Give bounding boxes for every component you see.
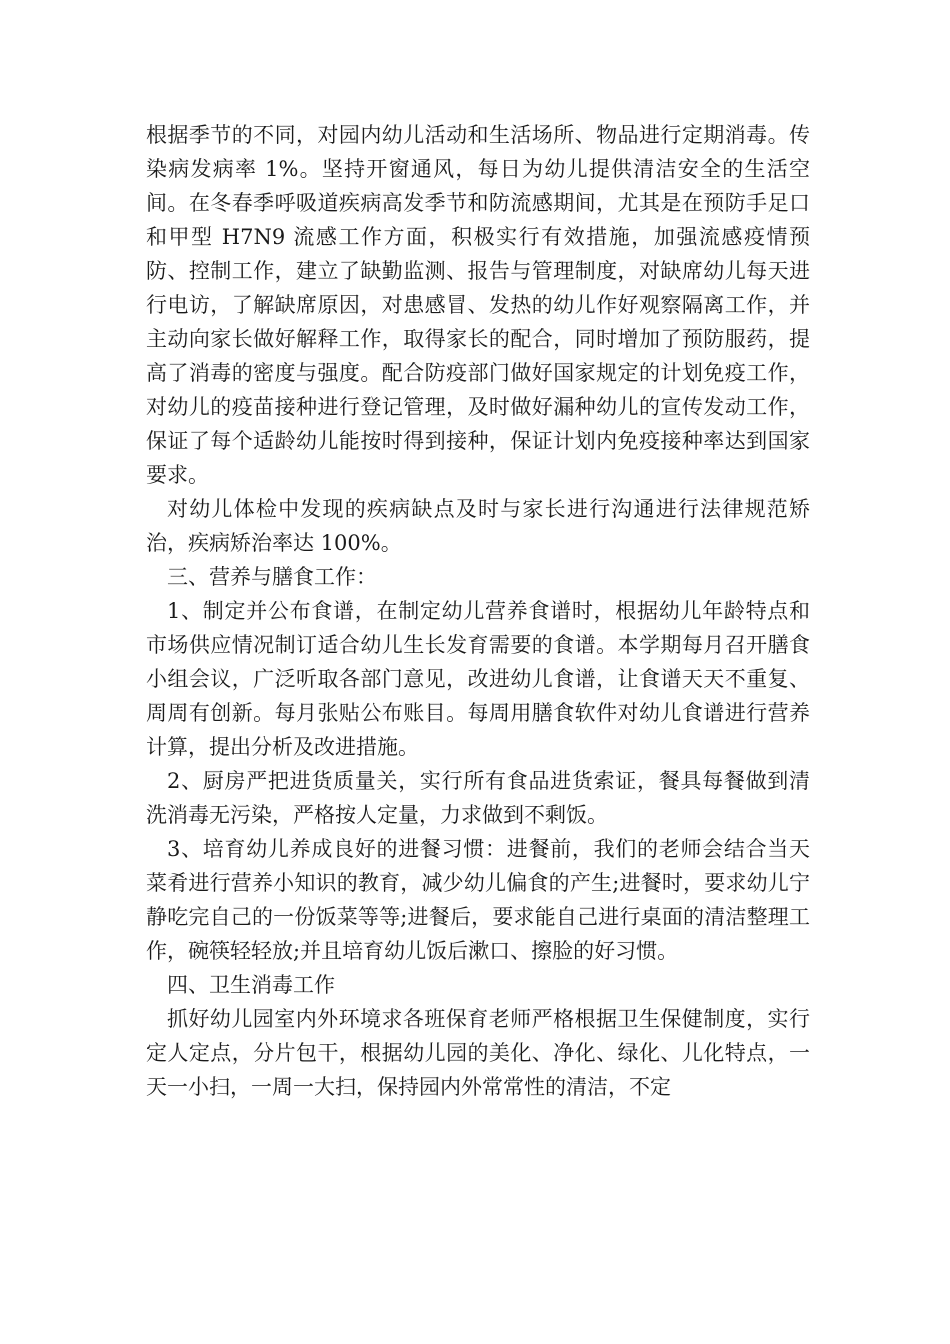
document-body — [146, 118, 810, 1104]
paragraph-environment: 抓好幼儿园室内外环境求各班保育老师严格根据卫生保健制度，实行定人定点，分片包干，根据幼儿园的美化、净化、绿化、儿化特点，一天一小扫，一周一大扫，保持园内外常常性的清洁，不定 — [146, 1007, 810, 1099]
section-heading-hygiene: 四、卫生消毒工作 — [167, 973, 335, 997]
paragraph-eating-habits: 3、培育幼儿养成良好的进餐习惯：进餐前，我们的老师会结合当天菜肴进行营养小知识的教育，减少幼儿偏食的产生;进餐时，要求幼儿宁静吃完自己的一份饭菜等等;进餐后，要求能自己进行桌面的清洁整理工作，碗筷轻轻放;并且培育幼儿饭后漱口、擦脸的好习惯。 — [146, 837, 810, 963]
paragraph-disease-correction: 对幼儿体检中发现的疾病缺点及时与家长进行沟通进行法律规范矫治，疾病矫治率达 100%。 — [146, 497, 810, 555]
section-heading-nutrition: 三、营养与膳食工作： — [167, 565, 377, 589]
paragraph-disinfection-immunization: 根据季节的不同，对园内幼儿活动和生活场所、物品进行定期消毒。传染病发病率 1%。坚持开窗通风，每日为幼儿提供清洁安全的生活空间。在冬春季呼吸道疾病高发季节和防流感期间，尤其是在预防手足口和甲型 H7N9 流感工作方面，积极实行有效措施，加强流感疫情预防、控制工作，建立了缺勤监测、报告与管理制度，对缺席幼儿每天进行电访，了解缺席原因，对患感冒、发热的幼儿作好观察隔离工作，并主动向家长做好解释工作，取得家长的配合，同时增加了预防服药，提高了消毒的密度与强度。配合防疫部门做好国家规定的计划免疫工作，对幼儿的疫苗接种进行登记管理，及时做好漏种幼儿的宣传发动工作，保证了每个适龄幼儿能按时得到接种，保证计划内免疫接种率达到国家要求。 — [146, 123, 810, 487]
paragraph-menu: 1、制定并公布食谱，在制定幼儿营养食谱时，根据幼儿年龄特点和市场供应情况制订适合幼儿生长发育需要的食谱。本学期每月召开膳食小组会议，广泛听取各部门意见，改进幼儿食谱，让食谱天天不重复、周周有创新。每月张贴公布账目。每周用膳食软件对幼儿食谱进行营养计算，提出分析及改进措施。 — [146, 599, 810, 759]
paragraph-kitchen: 2、厨房严把进货质量关，实行所有食品进货索证，餐具每餐做到清洗消毒无污染，严格按人定量，力求做到不剩饭。 — [146, 769, 810, 827]
